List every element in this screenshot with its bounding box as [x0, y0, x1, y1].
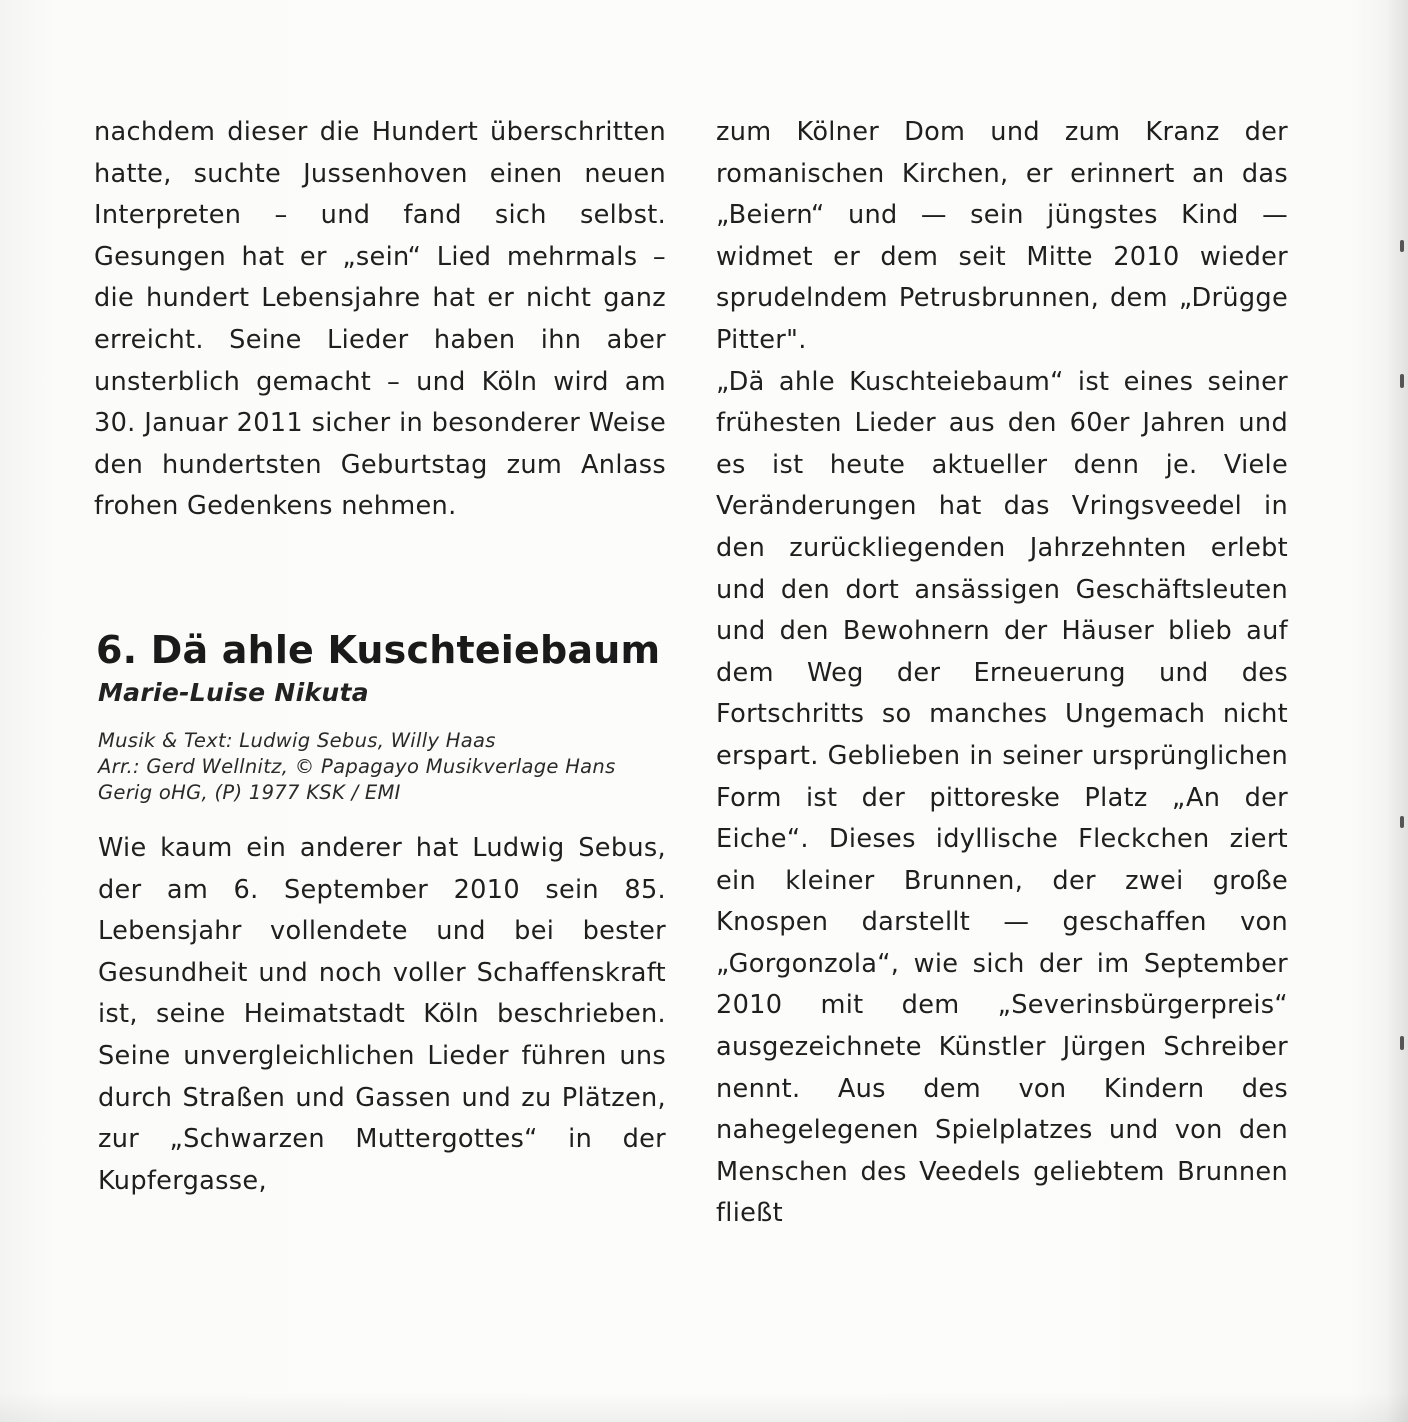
right-paragraph-1: zum Kölner Dom und zum Kranz der romanischen Kirchen, er erinnert an das „Beiern“ und — sein jüngstes Kind — widmet er dem seit Mitte 2010 wieder sprudelndem Petrusbrunnen, dem „Drügge Pitter".	[716, 117, 1288, 355]
page-edge-mark	[1400, 374, 1404, 388]
song-title: 6. Dä ahle Kuschteiebaum	[96, 627, 661, 672]
right-column	[716, 112, 1288, 1235]
credits-music-text: Musik & Text: Ludwig Sebus, Willy Haas	[98, 728, 496, 752]
right-paragraph-2: „Dä ahle Kuschteiebaum“ ist eines seiner frühesten Lieder aus den 60er Jahren und es ist heute aktueller denn je. Viele Veränderungen hat das Vringsveedel in den zurückliegenden Jahrzehnten erlebt und den dort ansässigen Geschäftsleuten und den Bewohnern der Häuser blieb auf dem Weg der Erneuerung und des Fortschritts so manches Ungemach nicht erspart. Geblieben in seiner ursprünglichen Form ist der pittoreske Platz „An der Eiche“. Dieses idyllische Fleckchen ziert ein kleiner Brunnen, der zwei große Knospen darstellt — geschaffen von „Gorgonzola“, wie sich der im September 2010 mit dem „Severinsbürgerpreis“ ausgezeichnete Künstler Jürgen Schreiber nennt. Aus dem von Kindern des nahegelegenen Spielplatzes und von den Menschen des Veedels geliebtem Brunnen fließt	[716, 366, 1288, 1229]
page-edge-mark	[1400, 240, 1404, 252]
page-bottom-shadow	[0, 1392, 1408, 1422]
left-column	[94, 112, 666, 1202]
page-edge-shadow	[1386, 0, 1408, 1422]
page-edge-mark	[1400, 1036, 1404, 1050]
body-paragraph: Wie kaum ein anderer hat Ludwig Sebus, der am 6. September 2010 sein 85. Lebensjahr vollendete und bei bester Gesundheit und noch voller Schaffenskraft ist, seine Heimatstadt Köln beschrieben. Seine unvergleichlichen Lieder führen uns durch Straßen und Gassen und zu Plätzen, zur „Schwarzen Muttergottes“ in der Kupfergasse,	[98, 832, 666, 1196]
page-edge-mark	[1400, 816, 1404, 828]
intro-paragraph: nachdem dieser die Hundert überschritten hatte, suchte Jussenhoven einen neuen Interpreten – und fand sich selbst. Gesungen hat er „sein“ Lied mehrmals – die hundert Lebensjahre hat er nicht ganz erreicht. Seine Lieder haben ihn aber unsterblich gemacht – und Köln wird am 30. Januar 2011 sicher in besonderer Weise den hundertsten Geburtstag zum Anlass frohen Gedenkens nehmen.	[94, 117, 666, 522]
song-credits	[98, 728, 666, 806]
credits-publisher: Gerig oHG, (P) 1977 KSK / EMI	[98, 780, 401, 804]
song-artist: Marie-Luise Nikuta	[98, 677, 369, 707]
credits-arrangement: Arr.: Gerd Wellnitz, © Papagayo Musikverlage Hans	[98, 754, 616, 778]
